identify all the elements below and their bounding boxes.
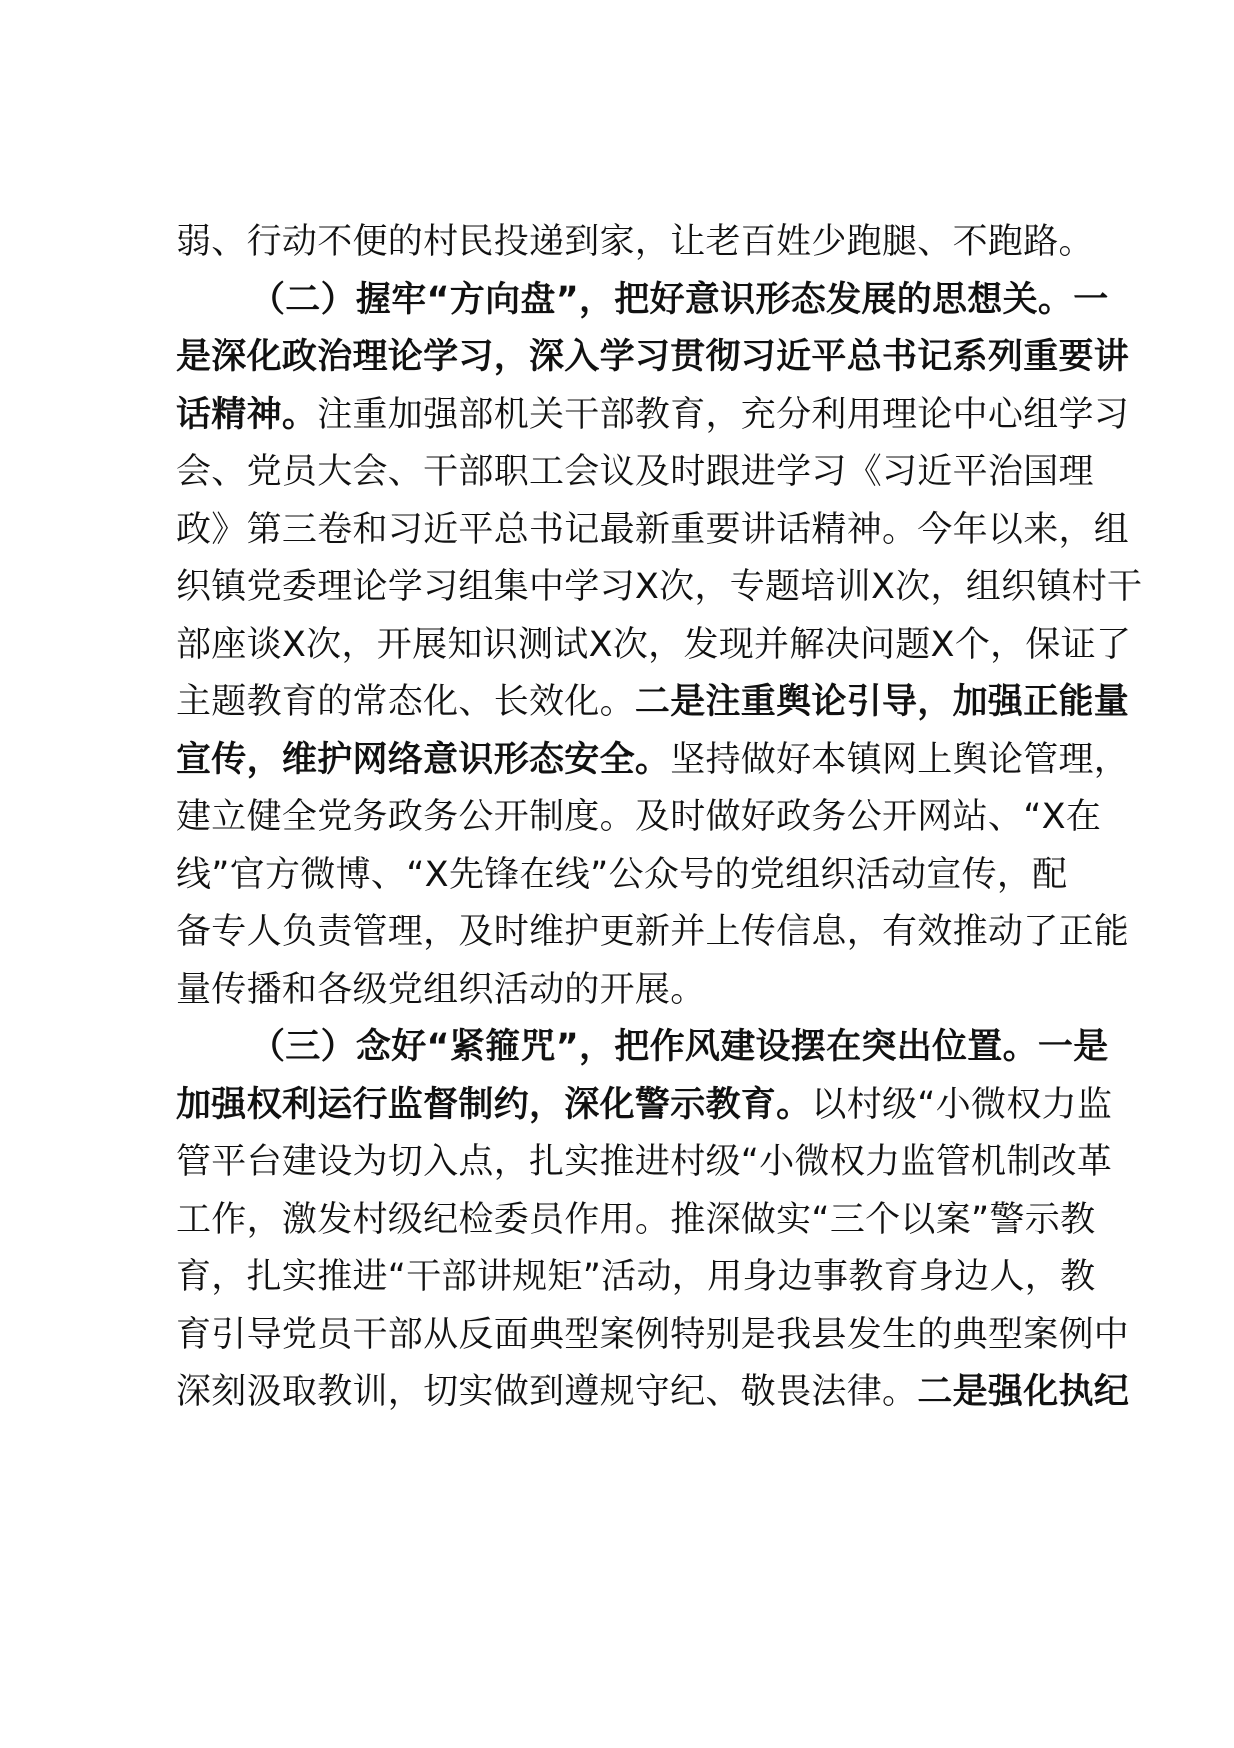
bold-text-run: 宣传，维护网络意识形态安全。 [176,739,671,780]
text-run: 育，扎实推进“干部讲规矩”活动，用身边事教育身边人，教 [176,1257,1096,1297]
text-run: 弱、行动不便的村民投递到家，让老百姓少跑腿、不跑路。 [176,222,1094,262]
text-line [176,1198,1096,1242]
bold-text-run: 是深化政治理论学习，深入学习贯彻习近平总书记系列重要讲 [176,337,1130,377]
section-heading-line [250,278,1109,322]
text-run: 建立健全党务政务公开制度。及时做好政务公开网站、“X在 [176,797,1102,837]
text-line [176,623,1132,667]
text-run: 管平台建设为切入点，扎实推进村级“小微权力监管机制改革 [176,1142,1113,1182]
text-line [176,968,1096,1012]
text-line [176,1313,1130,1357]
text-run: 工作，激发村级纪检委员作用。推深做实“三个以案”警示教 [176,1199,1096,1240]
text-run: 主题教育的常态化、长效化。 [176,682,635,722]
bold-text-run: 加强权利运行监督制约，深化警示教育。 [176,1084,812,1125]
bold-text-run: 话精神。 [176,394,318,435]
text-run: 部座谈X次，开展知识测试X次，发现并解决问题X个，保证了 [176,624,1132,665]
text-run: 坚持做好本镇网上舆论管理， [670,739,1130,780]
text-run: 量传播和各级党组织活动的开展。 [176,969,706,1010]
text-line [176,738,1130,782]
section-heading-line [250,1025,1109,1069]
text-run: 线”官方微博、“X先锋在线”公众号的党组织活动宣传，配 [176,854,1068,895]
text-run: 织镇党委理论学习组集中学习X次，专题培训X次，组织镇村干 [176,567,1143,607]
text-line [176,1083,1113,1127]
text-line [176,565,1143,609]
text-run: 育引导党员干部从反面典型案例特别是我县发生的典型案例中 [176,1314,1130,1355]
text-line [176,335,1130,379]
bold-text-run: 二是注重舆论引导，加强正能量 [634,682,1130,722]
text-line [176,680,1130,724]
text-run: 会、党员大会、干部职工会议及时跟进学习《习近平治国理 [176,452,1094,492]
text-line [176,910,1130,954]
text-line [176,1370,1130,1414]
bold-text-run: 二是强化执纪 [917,1372,1130,1412]
text-run: 政》第三卷和习近平总书记最新重要讲话精神。今年以来，组 [176,509,1130,550]
text-line [176,1255,1096,1299]
text-run: 深刻汲取教训，切实做到遵规守纪、敬畏法律。 [176,1372,918,1412]
text-run: 以村级“小微权力监 [811,1084,1113,1125]
text-run: 备专人负责管理，及时维护更新并上传信息，有效推动了正能 [176,912,1130,952]
text-line [176,450,1096,494]
text-line [176,1140,1113,1184]
text-line [176,853,1096,897]
text-line [176,393,1130,437]
bold-text-run: （三）念好“紧箍咒”，把作风建设摆在突出位置。一是 [250,1027,1109,1067]
text-line [176,795,1102,839]
text-line [176,220,1096,264]
text-run: 注重加强部机关干部教育，充分利用理论中心组学习 [317,394,1130,435]
text-line [176,508,1130,552]
bold-text-run: （二）握牢“方向盘”，把好意识形态发展的思想关。一 [250,279,1109,320]
